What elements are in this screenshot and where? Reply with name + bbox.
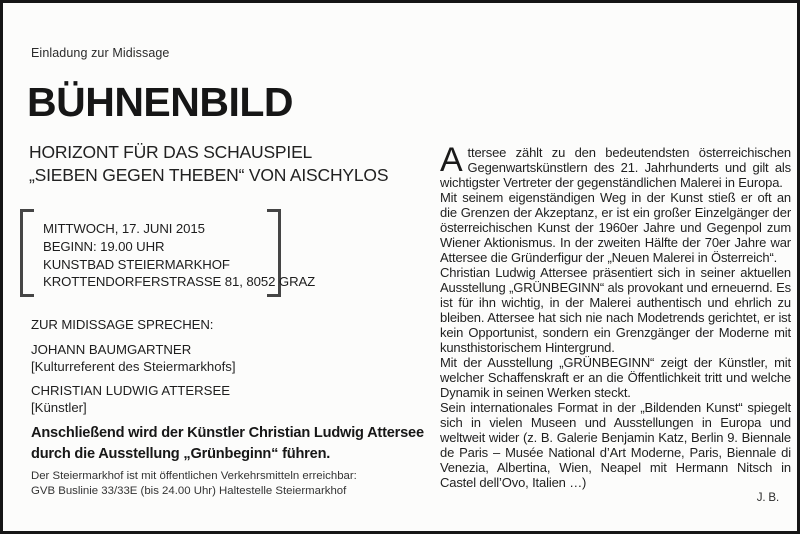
- guided-tour-note: Anschließend wird der Künstler Christian Ludwig Attersee durch die Ausstellung „Grünbeginn“ führen.: [31, 425, 424, 462]
- bio-paragraph-text: ttersee zählt zu den bedeutendsten österreichischen Gegenwartskünstlern des 21. Jahrhunderts und gilt als wichtigster Vertreter der gegenständlichen Malerei in Europa.: [440, 145, 791, 190]
- event-details: [43, 220, 315, 291]
- speaker-role: [Künstler]: [31, 399, 87, 415]
- speakers-heading: ZUR MIDISSAGE SPRECHEN:: [31, 317, 214, 332]
- kicker-text: Einladung zur Midissage: [31, 46, 170, 60]
- author-initials: J. B.: [756, 492, 779, 504]
- bio-paragraph: Mit seinem eigenständigen Weg in der Kunst stieß er oft an die Grenzen der Akzeptanz, er ist ein großer Einzelgänger der österreichischen Kunst der 1960er Jahre und Gegenpol zum Wiener Aktionismus. In der zweiten Hälfte der 70er Jahre war Attersee die Gründerfigur der „Neuen Malerei in Österreich“.: [440, 190, 791, 265]
- transit-info: [31, 469, 391, 499]
- artist-bio-column: [440, 141, 791, 506]
- speaker-name: JOHANN BAUMGARTNER: [31, 342, 192, 357]
- event-details-box: [20, 209, 316, 297]
- bio-paragraph: Mit der Ausstellung „GRÜNBEGINN“ zeigt der Künstler, mit welcher Schaffenskraft er an die Öffentlichkeit tritt und welche Dynamik in seinen Werken steckt.: [440, 355, 791, 400]
- drop-cap: A: [440, 141, 463, 179]
- bio-paragraph: Sein internationales Format in der „Bildenden Kunst“ spiegelt sich in vielen Museen und Ausstellungen in Europa und weltweit wider (z. B. Galerie Benjamin Katz, Berlin 9. Biennale de Paris – Musée National d’Art Moderne, Paris, Biennale di Venezia, Albertina, Wien, Neapel mit Hermann Nitsch in Castel dell’Ovo, Italien …): [440, 400, 791, 490]
- event-date: MITTWOCH, 17. JUNI 2015: [43, 221, 205, 236]
- bracket-left-decoration: [20, 209, 34, 297]
- event-time: BEGINN: 19.00 UHR: [43, 238, 165, 254]
- bio-paragraph-intro: [440, 141, 791, 190]
- page-title: BÜHNENBILD: [27, 79, 294, 125]
- speaker-item: [31, 383, 230, 416]
- subtitle-line-1: HORIZONT FÜR DAS SCHAUSPIEL: [29, 142, 313, 162]
- transit-line-2: GVB Buslinie 33/33E (bis 24.00 Uhr) Haltestelle Steiermarkhof: [31, 485, 347, 497]
- speaker-item: [31, 342, 236, 375]
- subtitle: [29, 141, 388, 186]
- bio-paragraph: Christian Ludwig Attersee präsentiert sich in seiner aktuellen Ausstellung „GRÜNBEGINN“ als provokant und erneuernd. Es ist für ihn wichtig, in der Malerei authentisch und ehrlich zu bleiben. Attersee hat sich nie nach Modetrends gerichtet, er ist kein Opportunist, sondern ein Grenzgänger der Moderne mit kunsthistorischem Hintergrund.: [440, 265, 791, 355]
- subtitle-line-2: „SIEBEN GEGEN THEBEN“ VON AISCHYLOS: [29, 164, 389, 185]
- event-address: KROTTENDORFERSTRASSE 81, 8052 GRAZ: [43, 274, 316, 290]
- speaker-role: [Kulturreferent des Steiermarkhofs]: [31, 358, 236, 374]
- speaker-name: CHRISTIAN LUDWIG ATTERSEE: [31, 383, 231, 398]
- event-venue: KUNSTBAD STEIERMARKHOF: [43, 256, 230, 272]
- transit-line-1: Der Steiermarkhof ist mit öffentlichen Verkehrsmitteln erreichbar:: [31, 470, 357, 482]
